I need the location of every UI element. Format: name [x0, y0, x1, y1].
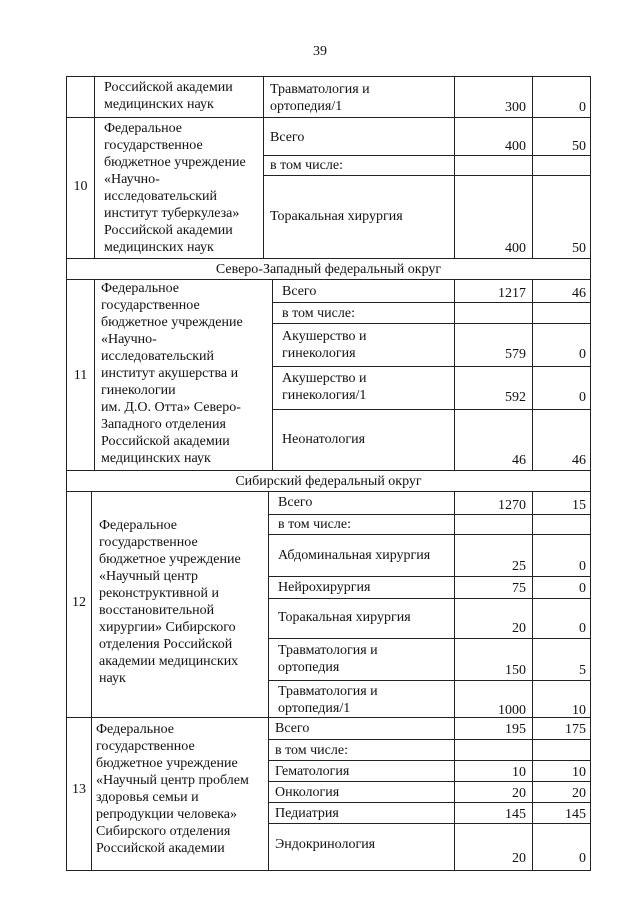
org-name-line: медицинских наук	[101, 451, 211, 466]
including-label: в том числе:	[270, 158, 343, 173]
table-border	[263, 175, 591, 176]
table-border	[272, 279, 273, 470]
value-cell: 592	[505, 390, 526, 405]
table-border	[272, 366, 591, 367]
table-border	[532, 76, 533, 258]
org-name-line: отделения Российской	[99, 637, 233, 652]
org-name-line: государственное	[99, 535, 198, 550]
org-name-line: исследовательский	[104, 189, 218, 204]
value-cell: 20	[572, 786, 586, 801]
org-name-line: хирургии» Сибирского	[99, 620, 236, 635]
table-border	[268, 823, 591, 824]
org-name-line: наук	[99, 671, 126, 686]
org-name-line: «Научно-	[104, 172, 160, 187]
value-cell: 0	[579, 347, 586, 362]
org-name-line: бюджетное учреждение	[101, 315, 243, 330]
org-name-line: медицинских наук	[104, 97, 214, 112]
table-border	[66, 470, 591, 471]
org-name-line: Западного отделения	[101, 417, 226, 432]
value-cell: 15	[572, 498, 586, 513]
value-cell: 46	[572, 453, 586, 468]
value-cell: 0	[579, 581, 586, 596]
org-name-line: Федеральное	[104, 121, 183, 136]
value-cell: 20	[512, 851, 526, 866]
total-label: Всего	[275, 721, 310, 736]
org-name-line: государственное	[96, 739, 195, 754]
profile-label: ортопедия/1	[270, 99, 343, 114]
org-name-line: Российской академии	[96, 841, 225, 856]
table-border	[590, 76, 591, 871]
profile-label: Онкология	[275, 785, 340, 800]
value-cell: 0	[579, 390, 586, 405]
table-border	[66, 117, 591, 118]
org-name-line: Российской академии	[104, 223, 233, 238]
value-cell: 150	[505, 663, 526, 678]
org-name-line: им. Д.О. Отта» Северо-	[101, 400, 241, 415]
profile-label: ортопедия	[278, 660, 340, 675]
table-border	[66, 491, 591, 492]
org-name-line: институт туберкулеза»	[104, 206, 240, 221]
profile-label: ортопедия/1	[278, 701, 351, 716]
table-border	[454, 76, 455, 258]
table-border	[66, 76, 591, 77]
table-border	[268, 781, 591, 782]
table-border	[268, 760, 591, 761]
table-border	[268, 739, 591, 740]
table-border	[263, 76, 264, 258]
row-number: 13	[72, 782, 86, 797]
org-name-line: бюджетное учреждение	[99, 552, 241, 567]
profile-label: Нейрохирургия	[278, 580, 371, 595]
table-border	[94, 279, 95, 470]
profile-label: гинекология/1	[282, 388, 367, 403]
profile-label: Травматология и	[278, 684, 378, 699]
table-border	[263, 155, 591, 156]
org-name-line: реконструктивной и	[99, 586, 219, 601]
org-name-line: государственное	[104, 138, 203, 153]
value-cell: 46	[512, 453, 526, 468]
org-name-line: академии медицинских	[99, 654, 239, 669]
value-cell: 400	[505, 139, 526, 154]
org-name-line: Российской академии	[104, 80, 233, 95]
org-name-line: Федеральное	[101, 281, 180, 296]
value-cell: 1270	[498, 498, 526, 513]
table-border	[268, 576, 591, 577]
row-number: 12	[72, 595, 86, 610]
value-cell: 195	[505, 722, 526, 737]
value-cell: 46	[572, 286, 586, 301]
value-cell: 175	[565, 722, 586, 737]
org-name-line: «Научно-	[101, 332, 157, 347]
value-cell: 50	[572, 139, 586, 154]
page-number: 39	[313, 44, 327, 59]
value-cell: 0	[579, 100, 586, 115]
value-cell: 1000	[498, 703, 526, 718]
including-label: в том числе:	[282, 306, 355, 321]
table-border	[91, 491, 92, 870]
org-name-line: Федеральное	[99, 518, 178, 533]
value-cell: 579	[505, 347, 526, 362]
profile-label: Неонатология	[282, 432, 366, 447]
profile-label: Торакальная хирургия	[278, 610, 411, 625]
table-border	[268, 680, 591, 681]
table-border	[268, 491, 269, 870]
org-name-line: бюджетное учреждение	[104, 155, 246, 170]
org-name-line: Сибирского отделения	[96, 824, 231, 839]
value-cell: 145	[565, 807, 586, 822]
profile-label: Гематология	[275, 764, 350, 779]
including-label: в том числе:	[275, 743, 348, 758]
profile-label: Акушерство и	[282, 329, 367, 344]
total-label: Всего	[270, 130, 305, 145]
table-border	[268, 802, 591, 803]
table-border	[272, 323, 591, 324]
table-border	[272, 409, 591, 410]
table-border	[532, 491, 533, 870]
table-border	[66, 870, 591, 871]
value-cell: 10	[572, 703, 586, 718]
org-name-line: здоровья семьи и	[96, 790, 199, 805]
profile-label: гинекология	[282, 346, 356, 361]
value-cell: 75	[512, 581, 526, 596]
table-border	[94, 76, 95, 258]
value-cell: 50	[572, 241, 586, 256]
org-name-line: Российской академии	[101, 434, 230, 449]
org-name-line: исследовательский	[101, 349, 215, 364]
profile-label: Травматология и	[278, 643, 378, 658]
district-header: Северо-Западный федеральный округ	[215, 262, 442, 277]
profile-label: Эндокринология	[275, 837, 376, 852]
value-cell: 10	[512, 765, 526, 780]
org-name-line: гинекологии	[101, 383, 176, 398]
org-name-line: государственное	[101, 298, 200, 313]
table-border	[454, 491, 455, 870]
total-label: Всего	[278, 495, 313, 510]
row-number: 10	[73, 179, 88, 194]
org-name-line: Федеральное	[96, 722, 175, 737]
value-cell: 0	[579, 851, 586, 866]
org-name-line: восстановительной	[99, 603, 215, 618]
value-cell: 1217	[498, 286, 526, 301]
org-name-line: медицинских наук	[104, 240, 214, 255]
profile-label: Акушерство и	[282, 371, 367, 386]
profile-label: Травматология и	[270, 82, 370, 97]
org-name-line: репродукции человека»	[96, 807, 237, 822]
value-cell: 5	[579, 663, 586, 678]
value-cell: 10	[572, 765, 586, 780]
profile-label: Педиатрия	[275, 806, 339, 821]
table-border	[532, 279, 533, 470]
total-label: Всего	[282, 284, 317, 299]
table-border	[268, 534, 591, 535]
value-cell: 20	[512, 621, 526, 636]
row-number: 11	[73, 368, 88, 383]
org-name-line: «Научный центр проблем	[96, 773, 249, 788]
org-name-line: «Научный центр	[99, 569, 199, 584]
table-border	[454, 279, 455, 470]
org-name-line: институт акушерства и	[101, 366, 239, 381]
org-name-line: бюджетное учреждение	[96, 756, 238, 771]
value-cell: 400	[505, 241, 526, 256]
value-cell: 0	[579, 559, 586, 574]
table-border	[268, 598, 591, 599]
profile-label: Торакальная хирургия	[270, 209, 403, 224]
including-label: в том числе:	[278, 517, 351, 532]
table-border	[66, 258, 591, 259]
district-header: Сибирский федеральный округ	[235, 474, 422, 489]
value-cell: 20	[512, 786, 526, 801]
value-cell: 0	[579, 621, 586, 636]
value-cell: 145	[505, 807, 526, 822]
profile-label: Абдоминальная хирургия	[278, 548, 431, 563]
table-border	[272, 302, 591, 303]
table-border	[268, 514, 591, 515]
value-cell: 25	[512, 559, 526, 574]
value-cell: 300	[505, 100, 526, 115]
table-border	[268, 638, 591, 639]
